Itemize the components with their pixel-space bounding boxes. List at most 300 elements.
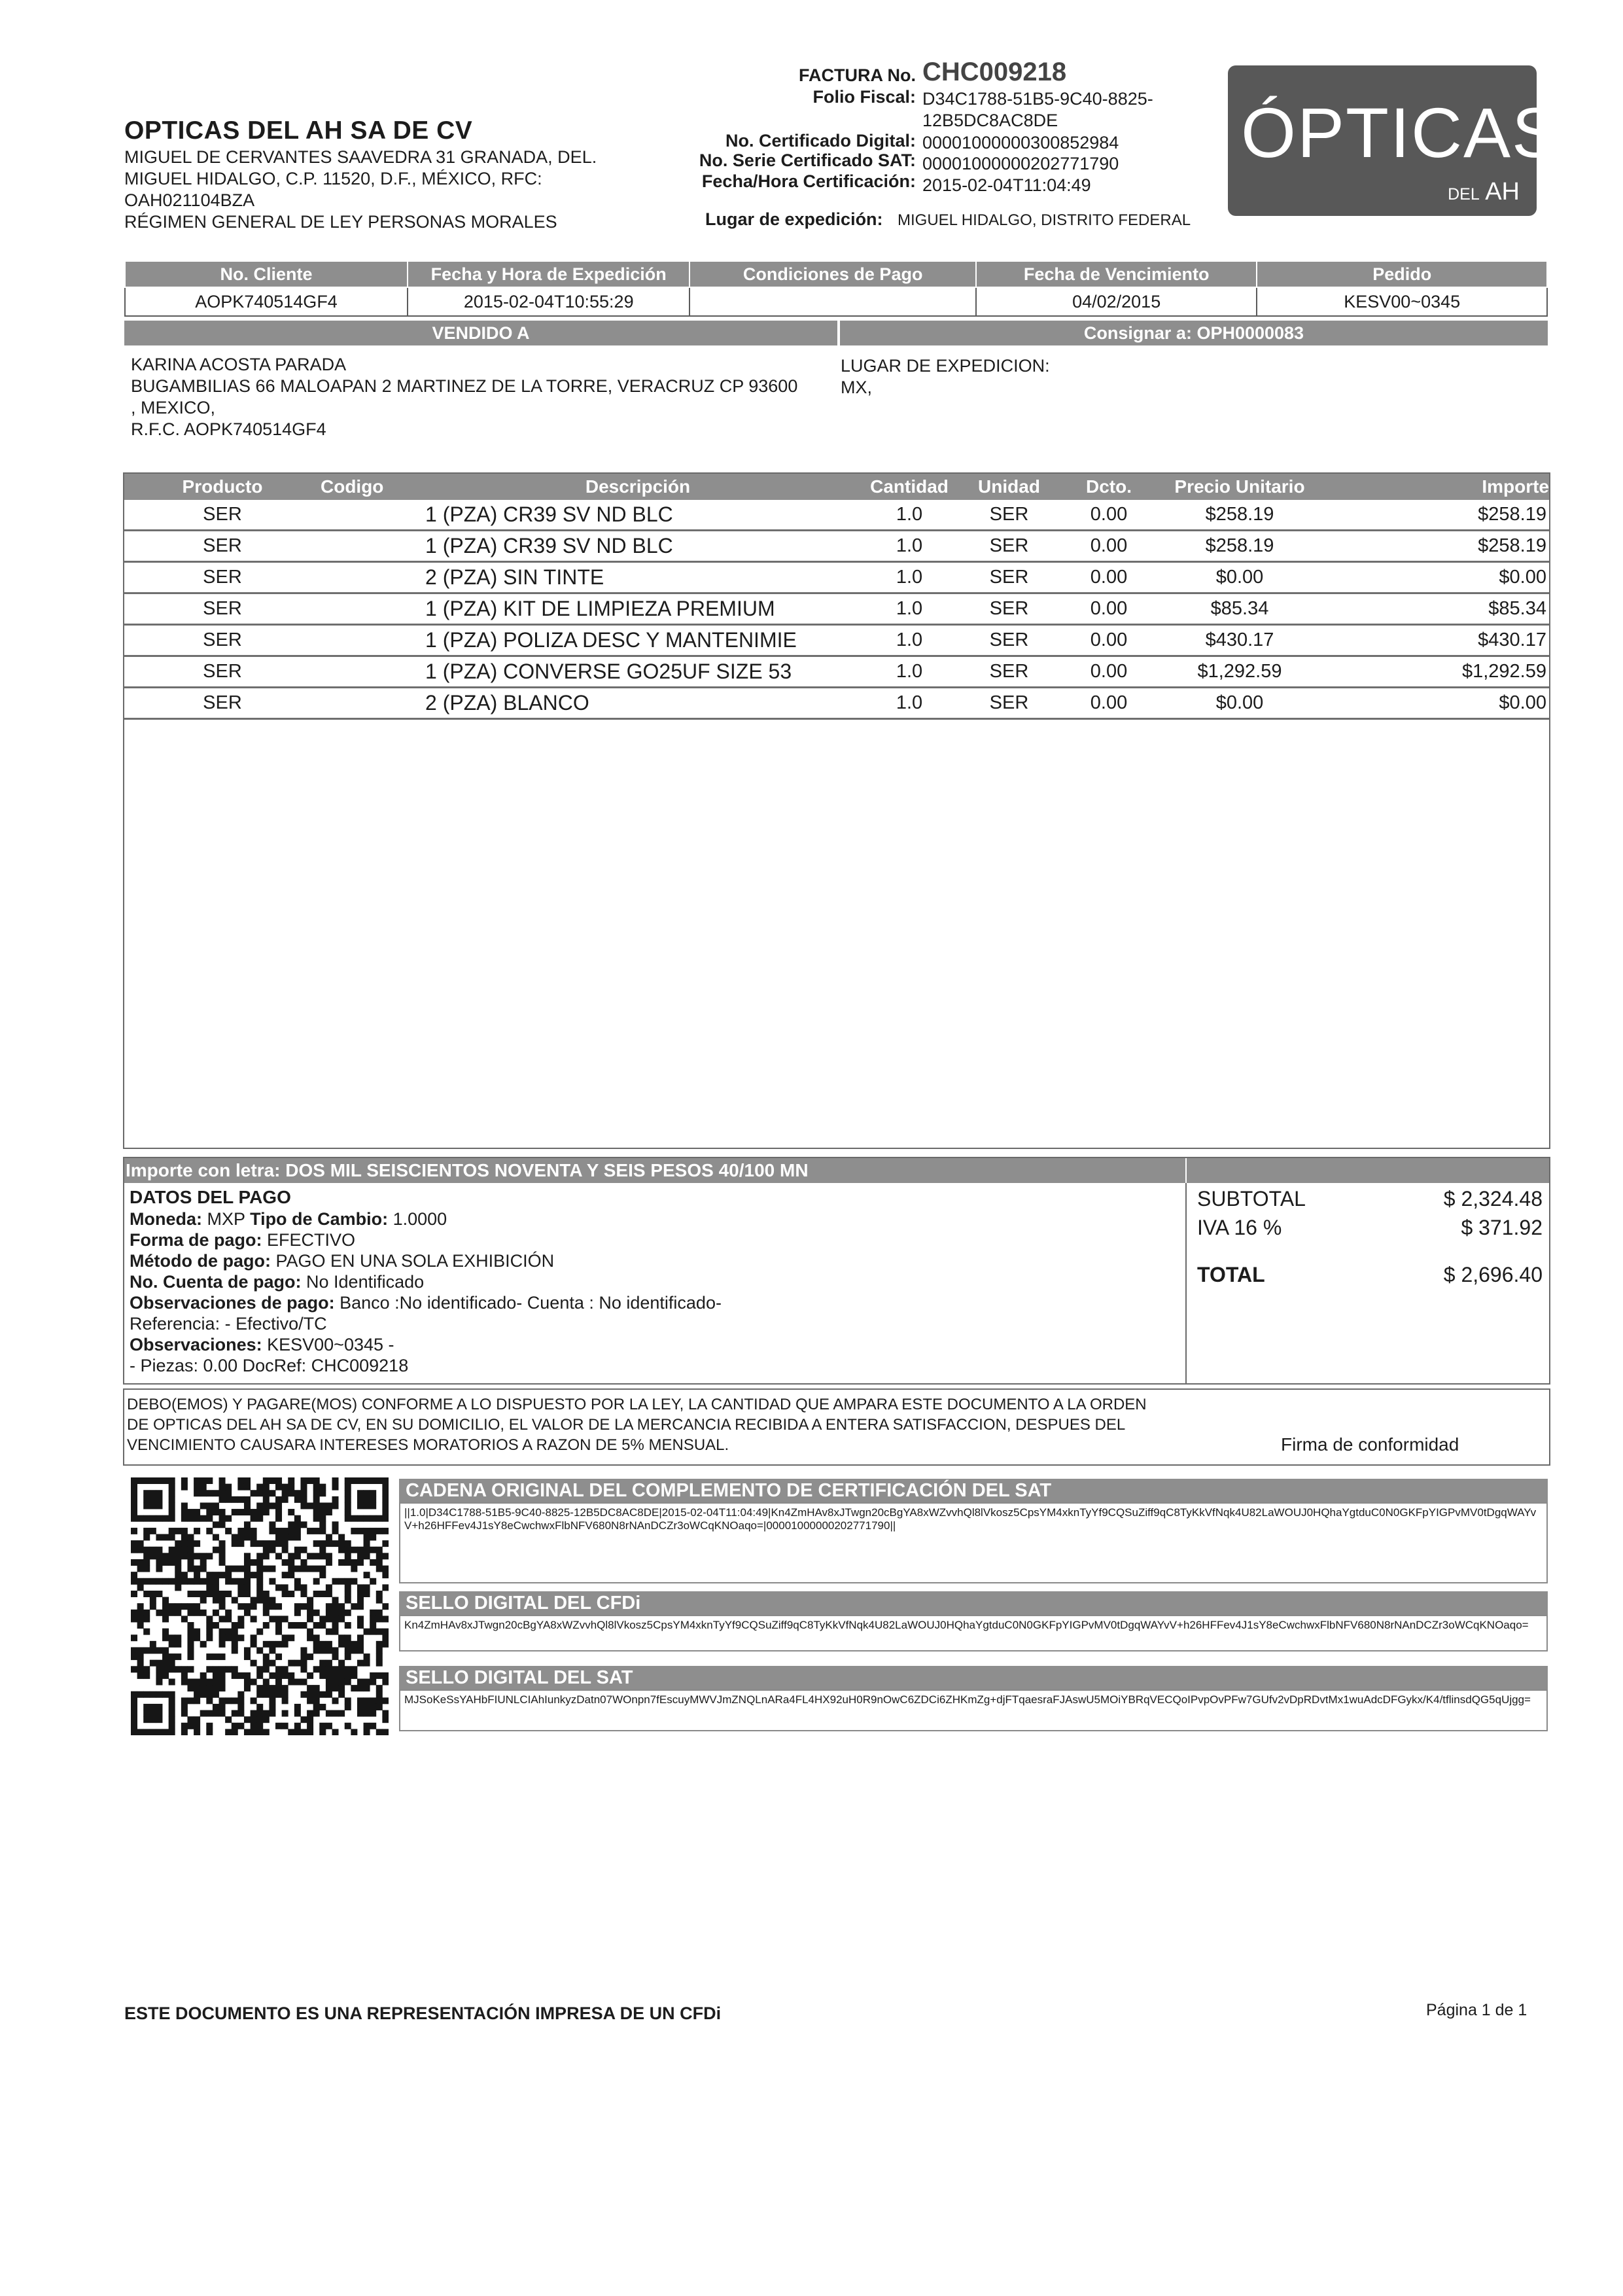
- qr-module: [300, 1622, 307, 1629]
- qr-module: [288, 1591, 294, 1597]
- qr-module: [351, 1559, 357, 1566]
- qr-module: [237, 1622, 244, 1629]
- observaciones-label: Observaciones:: [130, 1335, 262, 1354]
- qr-module: [364, 1502, 370, 1509]
- qr-module: [288, 1521, 294, 1528]
- qr-module: [357, 1597, 364, 1604]
- qr-module: [313, 1685, 320, 1691]
- qr-module: [269, 1597, 275, 1604]
- qr-module: [370, 1697, 376, 1704]
- qr-module: [370, 1477, 376, 1484]
- qr-module: [313, 1578, 320, 1585]
- qr-module: [307, 1597, 313, 1604]
- qr-module: [219, 1704, 226, 1710]
- qr-module: [131, 1509, 137, 1515]
- qr-module: [162, 1629, 169, 1635]
- qr-module: [288, 1490, 294, 1496]
- sello-sat-header: SELLO DIGITAL DEL SAT: [399, 1666, 1548, 1689]
- item-cell: SER: [955, 625, 1063, 656]
- qr-module: [256, 1559, 263, 1566]
- qr-module: [175, 1559, 181, 1566]
- factura-label: FACTURA No.: [799, 65, 916, 85]
- header-fecha-vencimiento: Fecha de Vencimiento: [976, 261, 1257, 287]
- qr-module: [319, 1660, 326, 1667]
- qr-module: [206, 1634, 213, 1641]
- qr-module: [319, 1490, 326, 1496]
- item-cell: SER: [124, 688, 321, 719]
- qr-module: [244, 1496, 251, 1503]
- qr-module: [376, 1553, 383, 1559]
- payment-box: [123, 1157, 1550, 1385]
- qr-module: [162, 1634, 169, 1641]
- item-cell: 1 (PZA) POLIZA DESC Y MANTENIMIE: [412, 625, 864, 656]
- qr-module: [294, 1723, 301, 1729]
- qr-module: [345, 1610, 351, 1616]
- item-cell: 1.0: [864, 593, 955, 625]
- qr-module: [206, 1591, 213, 1597]
- qr-module: [294, 1496, 301, 1503]
- qr-module: [206, 1509, 213, 1515]
- qr-module: [232, 1509, 238, 1515]
- qr-module: [376, 1547, 383, 1553]
- qr-module: [244, 1566, 251, 1572]
- qr-module: [200, 1591, 207, 1597]
- qr-module: [213, 1534, 219, 1540]
- qr-module: [194, 1515, 200, 1522]
- qr-module: [213, 1502, 219, 1509]
- qr-module: [275, 1584, 282, 1591]
- qr-module: [237, 1710, 244, 1717]
- qr-module: [382, 1679, 389, 1686]
- qr-module: [313, 1691, 320, 1698]
- qr-module: [143, 1729, 150, 1735]
- qr-module: [137, 1653, 144, 1660]
- qr-module: [200, 1597, 207, 1604]
- qr-module: [288, 1572, 294, 1578]
- qr-module: [269, 1502, 275, 1509]
- qr-module: [332, 1685, 339, 1691]
- qr-module: [319, 1515, 326, 1522]
- qr-module: [169, 1490, 175, 1496]
- company-rfc-line: OAH021104BZA: [124, 190, 255, 210]
- qr-module: [313, 1515, 320, 1522]
- qr-module: [143, 1578, 150, 1585]
- qr-module: [256, 1710, 263, 1717]
- total-label: TOTAL: [1197, 1263, 1265, 1286]
- qr-module: [244, 1477, 251, 1484]
- qr-module: [263, 1691, 270, 1698]
- qr-module: [345, 1496, 351, 1503]
- qr-module: [326, 1666, 332, 1672]
- qr-module: [300, 1591, 307, 1597]
- qr-module: [294, 1521, 301, 1528]
- qr-module: [382, 1490, 389, 1496]
- qr-module: [326, 1509, 332, 1515]
- qr-module: [319, 1521, 326, 1528]
- qr-module: [175, 1634, 181, 1641]
- qr-module: [156, 1716, 162, 1723]
- qr-module: [219, 1634, 226, 1641]
- qr-module: [332, 1484, 339, 1491]
- qr-module: [251, 1559, 257, 1566]
- qr-module: [194, 1509, 200, 1515]
- qr-module: [200, 1566, 207, 1572]
- qr-module: [244, 1502, 251, 1509]
- qr-module: [251, 1534, 257, 1540]
- qr-module: [275, 1672, 282, 1679]
- header-condiciones-pago: Condiciones de Pago: [689, 261, 975, 287]
- qr-module: [319, 1484, 326, 1491]
- qr-module: [275, 1616, 282, 1622]
- qr-module: [219, 1629, 226, 1635]
- qr-module: [131, 1547, 137, 1553]
- qr-module: [357, 1528, 364, 1534]
- qr-module: [269, 1547, 275, 1553]
- client-info-header-row: [125, 261, 1547, 287]
- qr-module: [326, 1553, 332, 1559]
- qr-module: [282, 1591, 288, 1597]
- qr-module: [143, 1502, 150, 1509]
- qr-module: [175, 1610, 181, 1616]
- qr-module: [307, 1566, 313, 1572]
- item-cell: [321, 625, 412, 656]
- item-cell: $430.17: [1325, 625, 1549, 656]
- qr-module: [275, 1679, 282, 1686]
- qr-module: [300, 1547, 307, 1553]
- qr-module: [137, 1515, 144, 1522]
- qr-module: [300, 1716, 307, 1723]
- qr-module: [244, 1528, 251, 1534]
- qr-module: [156, 1647, 162, 1653]
- qr-module: [376, 1616, 383, 1622]
- datos-pago-title: DATOS DEL PAGO: [130, 1187, 291, 1207]
- qr-module: [194, 1484, 200, 1491]
- col-descripcion: Descripción: [412, 474, 864, 500]
- qr-module: [326, 1660, 332, 1667]
- payment-divider: [1185, 1183, 1187, 1383]
- qr-module: [332, 1521, 339, 1528]
- qr-module: [294, 1679, 301, 1686]
- qr-module: [162, 1477, 169, 1484]
- qr-module: [332, 1477, 339, 1484]
- qr-module: [275, 1685, 282, 1691]
- qr-module: [187, 1547, 194, 1553]
- qr-module: [332, 1666, 339, 1672]
- qr-module: [206, 1666, 213, 1672]
- item-cell: $85.34: [1325, 593, 1549, 625]
- qr-module: [169, 1729, 175, 1735]
- qr-module: [364, 1660, 370, 1667]
- qr-module: [213, 1578, 219, 1585]
- item-cell: 1 (PZA) CONVERSE GO25UF SIZE 53: [412, 656, 864, 688]
- qr-module: [370, 1710, 376, 1717]
- item-cell: 0.00: [1063, 593, 1155, 625]
- consignar-lugar-value: MX,: [841, 378, 873, 397]
- qr-module: [326, 1672, 332, 1679]
- factura-number: CHC009218: [922, 58, 1067, 86]
- referencia-line: Referencia: - Efectivo/TC: [130, 1314, 327, 1333]
- qr-module: [219, 1603, 226, 1610]
- qr-module: [143, 1629, 150, 1635]
- qr-module: [187, 1641, 194, 1648]
- qr-module: [313, 1610, 320, 1616]
- qr-module: [263, 1591, 270, 1597]
- qr-module: [175, 1641, 181, 1648]
- qr-module: [244, 1729, 251, 1735]
- qr-module: [131, 1559, 137, 1566]
- logo-sub-small: DEL: [1448, 185, 1480, 203]
- qr-module: [275, 1653, 282, 1660]
- item-cell: SER: [124, 500, 321, 531]
- qr-module: [351, 1666, 357, 1672]
- qr-module: [237, 1509, 244, 1515]
- qr-module: [200, 1477, 207, 1484]
- item-row: [124, 656, 1549, 688]
- qr-module: [338, 1710, 345, 1717]
- qr-module: [232, 1710, 238, 1717]
- qr-module: [269, 1566, 275, 1572]
- qr-module: [338, 1666, 345, 1672]
- col-codigo: Codigo: [321, 474, 412, 500]
- qr-module: [326, 1710, 332, 1717]
- qr-module: [244, 1653, 251, 1660]
- qr-module: [187, 1634, 194, 1641]
- qr-module: [219, 1679, 226, 1686]
- qr-module: [382, 1515, 389, 1522]
- qr-module: [382, 1634, 389, 1641]
- qr-module: [219, 1553, 226, 1559]
- qr-module: [137, 1584, 144, 1591]
- qr-module: [187, 1591, 194, 1597]
- qr-module: [382, 1566, 389, 1572]
- qr-module: [219, 1559, 226, 1566]
- qr-module: [244, 1685, 251, 1691]
- qr-module: [357, 1660, 364, 1667]
- subtotal-value: $ 2,324.48: [1443, 1187, 1543, 1210]
- qr-module: [256, 1572, 263, 1578]
- qr-module: [326, 1603, 332, 1610]
- qr-module: [187, 1653, 194, 1660]
- qr-module: [326, 1534, 332, 1540]
- qr-module: [319, 1691, 326, 1698]
- qr-module: [282, 1540, 288, 1547]
- qr-module: [225, 1610, 232, 1616]
- qr-module: [181, 1729, 188, 1735]
- qr-module: [244, 1584, 251, 1591]
- qr-module: [332, 1616, 339, 1622]
- qr-module: [332, 1710, 339, 1717]
- qr-module: [150, 1691, 156, 1698]
- qr-module: [326, 1641, 332, 1648]
- qr-module: [282, 1691, 288, 1698]
- item-cell: 0.00: [1063, 500, 1155, 531]
- qr-module: [175, 1578, 181, 1585]
- qr-module: [206, 1553, 213, 1559]
- qr-module: [137, 1666, 144, 1672]
- qr-module: [376, 1697, 383, 1704]
- qr-module: [181, 1528, 188, 1534]
- qr-module: [307, 1672, 313, 1679]
- qr-module: [187, 1697, 194, 1704]
- qr-module: [376, 1597, 383, 1604]
- qr-module: [187, 1610, 194, 1616]
- qr-module: [251, 1710, 257, 1717]
- qr-module: [332, 1603, 339, 1610]
- tipo-cambio-value: 1.0000: [393, 1209, 447, 1229]
- qr-module: [237, 1566, 244, 1572]
- qr-module: [282, 1584, 288, 1591]
- item-cell: 1 (PZA) KIT DE LIMPIEZA PREMIUM: [412, 593, 864, 625]
- qr-module: [364, 1723, 370, 1729]
- qr-module: [194, 1729, 200, 1735]
- consignar-lugar-label: LUGAR DE EXPEDICION:: [841, 356, 1050, 376]
- item-cell: 1.0: [864, 500, 955, 531]
- qr-module: [162, 1559, 169, 1566]
- qr-module: [263, 1666, 270, 1672]
- qr-module: [307, 1477, 313, 1484]
- qr-module: [313, 1647, 320, 1653]
- observaciones-line: [130, 1335, 394, 1355]
- qr-module: [288, 1534, 294, 1540]
- qr-module: [364, 1679, 370, 1686]
- qr-module: [251, 1490, 257, 1496]
- qr-module: [307, 1729, 313, 1735]
- qr-module: [326, 1616, 332, 1622]
- qr-module: [382, 1672, 389, 1679]
- qr-module: [300, 1679, 307, 1686]
- qr-module: [219, 1653, 226, 1660]
- qr-module: [376, 1610, 383, 1616]
- qr-module: [364, 1704, 370, 1710]
- qr-module: [382, 1716, 389, 1723]
- qr-module: [181, 1515, 188, 1522]
- items-table: [124, 474, 1549, 720]
- fecha-cert-value: 2015-02-04T11:04:49: [922, 175, 1091, 195]
- qr-module: [263, 1653, 270, 1660]
- qr-module: [225, 1716, 232, 1723]
- qr-module: [225, 1616, 232, 1622]
- qr-module: [156, 1610, 162, 1616]
- qr-module: [364, 1729, 370, 1735]
- qr-module: [225, 1666, 232, 1672]
- qr-module: [232, 1634, 238, 1641]
- qr-module: [332, 1729, 339, 1735]
- qr-module: [162, 1578, 169, 1585]
- qr-module: [137, 1477, 144, 1484]
- qr-module: [251, 1515, 257, 1522]
- qr-module: [282, 1685, 288, 1691]
- qr-module: [332, 1502, 339, 1509]
- item-cell: 0.00: [1063, 625, 1155, 656]
- qr-module: [150, 1578, 156, 1585]
- qr-module: [244, 1559, 251, 1566]
- qr-module: [232, 1672, 238, 1679]
- qr-module: [345, 1679, 351, 1686]
- qr-module: [364, 1534, 370, 1540]
- qr-module: [351, 1566, 357, 1572]
- qr-module: [338, 1685, 345, 1691]
- qr-module: [357, 1679, 364, 1686]
- qr-module: [282, 1634, 288, 1641]
- qr-module: [187, 1534, 194, 1540]
- qr-module: [313, 1622, 320, 1629]
- pagare-box: [123, 1388, 1550, 1466]
- qr-module: [269, 1578, 275, 1585]
- qr-module: [269, 1691, 275, 1698]
- qr-module: [213, 1691, 219, 1698]
- qr-module: [169, 1603, 175, 1610]
- qr-module: [338, 1578, 345, 1585]
- qr-module: [269, 1528, 275, 1534]
- qr-module: [269, 1697, 275, 1704]
- qr-module: [244, 1610, 251, 1616]
- items-header-row: [124, 474, 1549, 500]
- qr-module: [370, 1704, 376, 1710]
- qr-module: [357, 1496, 364, 1503]
- qr-module: [300, 1477, 307, 1484]
- qr-module: [364, 1477, 370, 1484]
- qr-module: [338, 1540, 345, 1547]
- qr-module: [213, 1584, 219, 1591]
- qr-module: [131, 1591, 137, 1597]
- qr-module: [200, 1672, 207, 1679]
- qr-module: [200, 1553, 207, 1559]
- qr-module: [300, 1496, 307, 1503]
- qr-module: [288, 1622, 294, 1629]
- qr-module: [194, 1716, 200, 1723]
- qr-module: [194, 1528, 200, 1534]
- item-cell: SER: [124, 625, 321, 656]
- qr-module: [307, 1502, 313, 1509]
- qr-module: [294, 1704, 301, 1710]
- qr-module: [150, 1515, 156, 1522]
- logo-subtitle: [1448, 178, 1520, 206]
- qr-module: [313, 1666, 320, 1672]
- qr-module: [357, 1603, 364, 1610]
- qr-module: [370, 1515, 376, 1522]
- qr-module: [256, 1584, 263, 1591]
- item-cell: SER: [124, 562, 321, 593]
- qr-module: [187, 1723, 194, 1729]
- qr-module: [294, 1553, 301, 1559]
- qr-module: [244, 1578, 251, 1585]
- qr-module: [187, 1578, 194, 1585]
- qr-module: [351, 1515, 357, 1522]
- qr-module: [357, 1553, 364, 1559]
- qr-module: [137, 1578, 144, 1585]
- qr-module: [169, 1509, 175, 1515]
- qr-module: [181, 1572, 188, 1578]
- importe-con-letra: Importe con letra: DOS MIL SEISCIENTOS NOVENTA Y SEIS PESOS 40/100 MN: [124, 1158, 1185, 1183]
- qr-module: [313, 1697, 320, 1704]
- qr-module: [131, 1729, 137, 1735]
- qr-module: [332, 1629, 339, 1635]
- qr-module: [232, 1647, 238, 1653]
- qr-module: [237, 1691, 244, 1698]
- qr-module: [319, 1729, 326, 1735]
- qr-module: [345, 1559, 351, 1566]
- qr-module: [244, 1484, 251, 1491]
- qr-module: [143, 1534, 150, 1540]
- qr-module: [143, 1666, 150, 1672]
- qr-module: [169, 1496, 175, 1503]
- qr-module: [345, 1723, 351, 1729]
- item-cell: [321, 531, 412, 562]
- qr-module: [282, 1572, 288, 1578]
- qr-module: [237, 1723, 244, 1729]
- qr-module: [319, 1666, 326, 1672]
- qr-module: [256, 1716, 263, 1723]
